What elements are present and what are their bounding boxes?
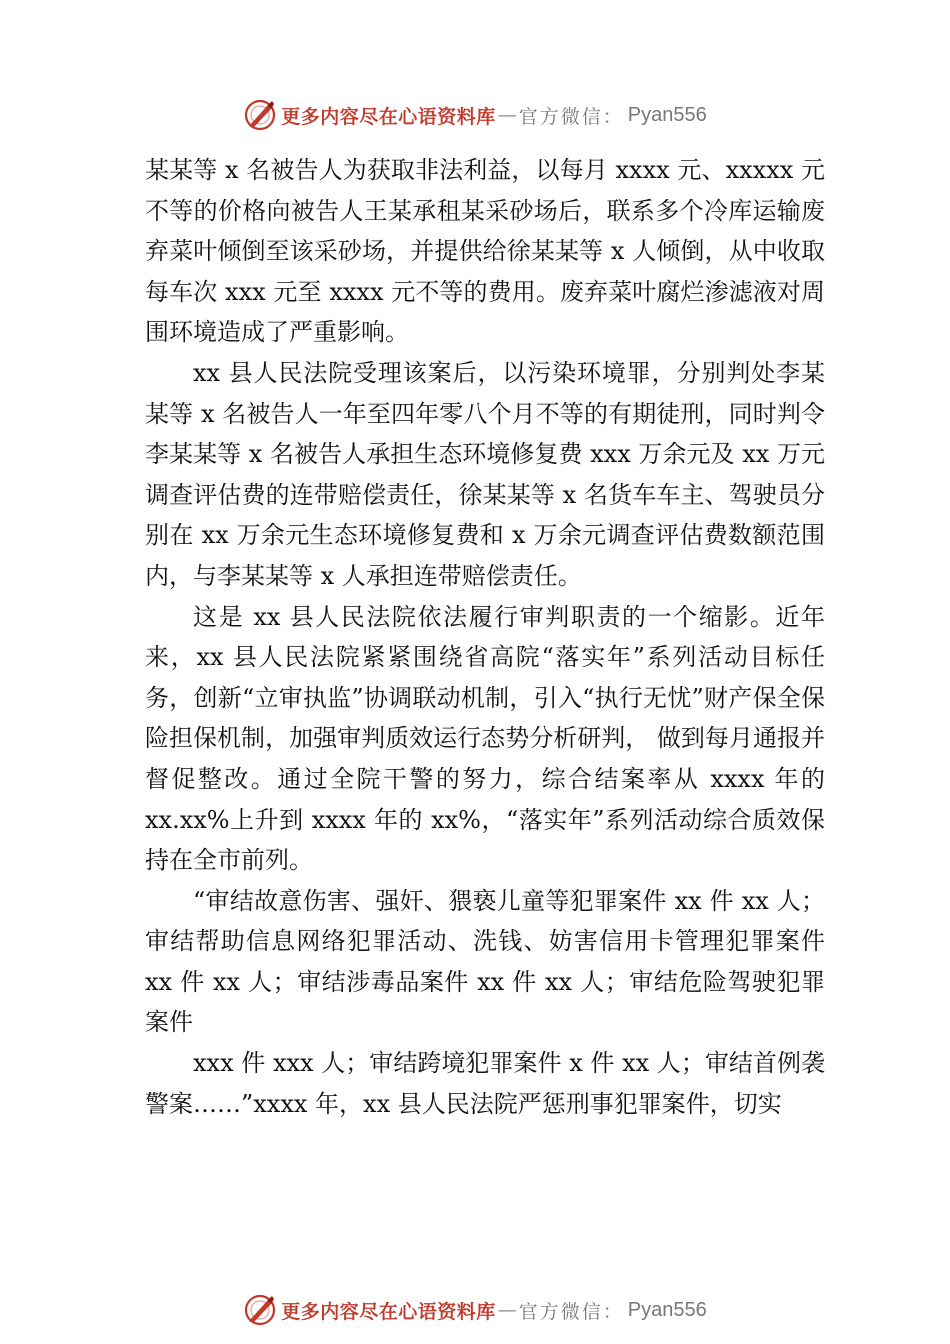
pen-circle-logo-icon bbox=[243, 98, 277, 132]
pen-circle-logo-icon bbox=[243, 1293, 277, 1327]
paragraph-4: “审结故意伤害、强奸、猥亵儿童等犯罪案件 xx 件 xx 人；审结帮助信息网络犯罪活动、洗钱、妨害信用卡管理犯罪案件 xx 件 xx 人；审结涉毒品案件 xx 件 xx 人；审结危险驾驶犯罪案件 bbox=[145, 886, 825, 1037]
header-banner bbox=[0, 95, 950, 135]
paragraph-2: xx 县人民法院受理该案后，以污染环境罪，分别判处李某某等 x 名被告人一年至四年零八个月不等的有期徒刑，同时判令李某某等 x 名被告人承担生态环境修复费 xxx 万余元及 xx 万元调查评估费的连带赔偿责任，徐某某等 x 名货车车主、驾驶员分别在 xx 万余元生态环境修复费和 x 万余元调查评估费数额范围内，与李某某等 x 人承担连带赔偿责任。 bbox=[145, 358, 825, 590]
document-body bbox=[145, 150, 825, 1124]
footer-banner-dash: — bbox=[497, 1299, 517, 1321]
paragraph-3: 这是 xx 县人民法院依法履行审判职责的一个缩影。近年来，xx 县人民法院紧紧围绕省高院“落实年”系列活动目标任务，创新“立审执监”协调联动机制，引入“执行无忧”财产保全保险担保机制，加强审判质效运行态势分析研判， 做到每月通报并督促整改。通过全院干警的努力，综合结案率从 xxxx 年的 xx.xx%上升到 xxxx 年的 xx%，“落实年”系列活动综合质效保持在全市前列。 bbox=[145, 602, 825, 875]
footer-wechat-id: Pyan556 bbox=[627, 1298, 707, 1321]
header-wechat-id: Pyan556 bbox=[627, 103, 707, 126]
footer-banner-text: 更多内容尽在心语资料库 bbox=[281, 1300, 496, 1323]
paragraph-1: 某某等 x 名被告人为获取非法利益，以每月 xxxx 元、xxxxx 元不等的价格向被告人王某承租某采砂场后，联系多个冷库运输废弃菜叶倾倒至该采砂场，并提供给徐某某等 x 人倾倒，从中收取每车次 xxx 元至 xxxx 元不等的费用。废弃菜叶腐烂渗滤液对周围环境造成了严重影响。 bbox=[145, 156, 825, 347]
footer-banner bbox=[0, 1290, 950, 1330]
paragraph-5: xxx 件 xxx 人；审结跨境犯罪案件 x 件 xx 人；审结首例袭警案……”xxxx 年，xx 县人民法院严惩刑事犯罪案件，切实 bbox=[145, 1049, 825, 1118]
header-wechat-label: 官方微信： bbox=[518, 105, 624, 128]
header-banner-text: 更多内容尽在心语资料库 bbox=[281, 105, 496, 128]
header-banner-dash: — bbox=[497, 104, 517, 126]
footer-wechat-label: 官方微信： bbox=[518, 1300, 624, 1323]
